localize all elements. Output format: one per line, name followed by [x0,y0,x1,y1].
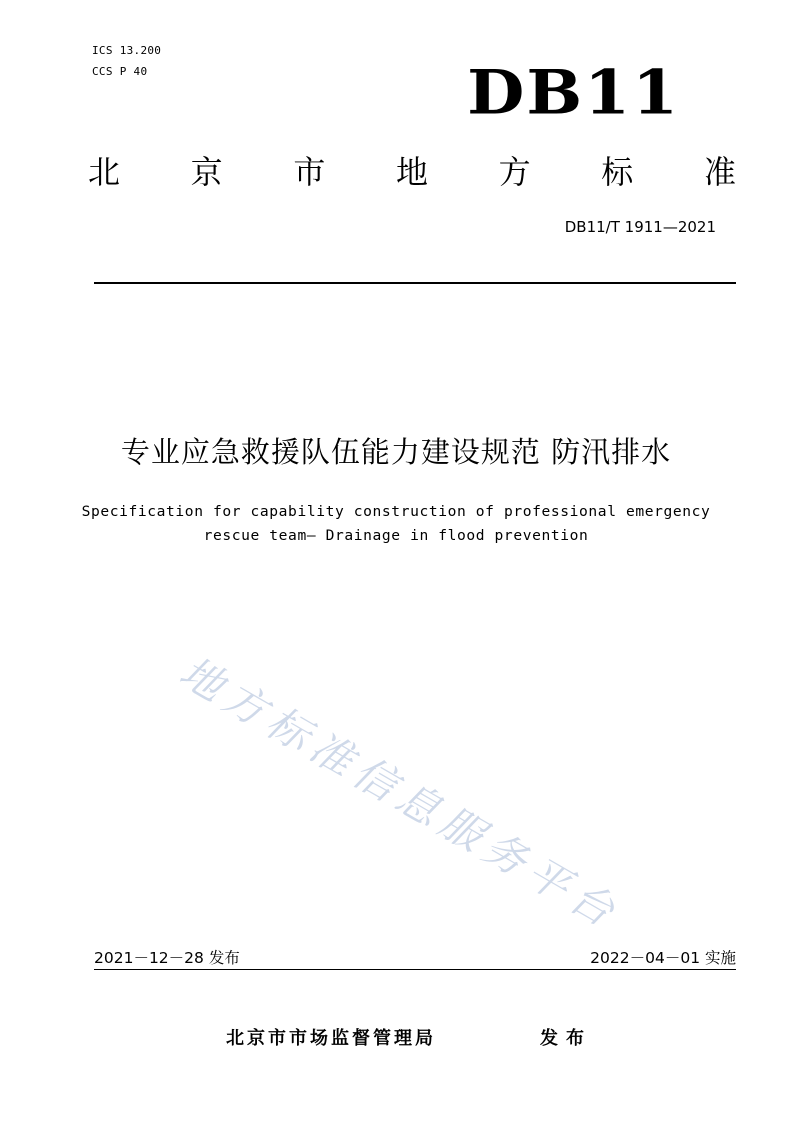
effective-date: 2022－04－01 实施 [590,949,736,967]
standard-number: DB11/T 1911—2021 [564,218,716,236]
standard-type-char: 北 [88,153,121,191]
issue-date: 2021－12－28 发布 [94,949,240,967]
standard-type-char: 准 [703,153,736,191]
title-chinese: 专业应急救援队伍能力建设规范 防汛排水 [120,435,672,469]
standard-type-char: 市 [293,153,326,191]
standard-type-char: 标 [601,153,634,191]
top-divider [94,282,736,284]
watermark: 地方标准信息服务平台 [171,646,630,940]
title-english-line1: Specification for capability construction of professional emergency [81,503,711,520]
standard-type-char: 地 [395,153,428,191]
standard-type-char: 方 [498,153,531,191]
ccs-code: CCS P 40 [92,65,148,78]
standard-type [88,150,736,194]
bottom-divider [94,969,736,970]
db11-logo: DB11 [467,56,680,129]
issue-label: 发布 [540,1028,592,1049]
title-english [0,500,792,548]
ics-code: ICS 13.200 [92,44,162,57]
standard-type-char: 京 [190,153,223,191]
issuer-name: 北京市市场监督管理局 [226,1028,436,1049]
title-english-line2: rescue team— Drainage in flood prevention [203,527,589,544]
classification-codes [92,40,161,82]
